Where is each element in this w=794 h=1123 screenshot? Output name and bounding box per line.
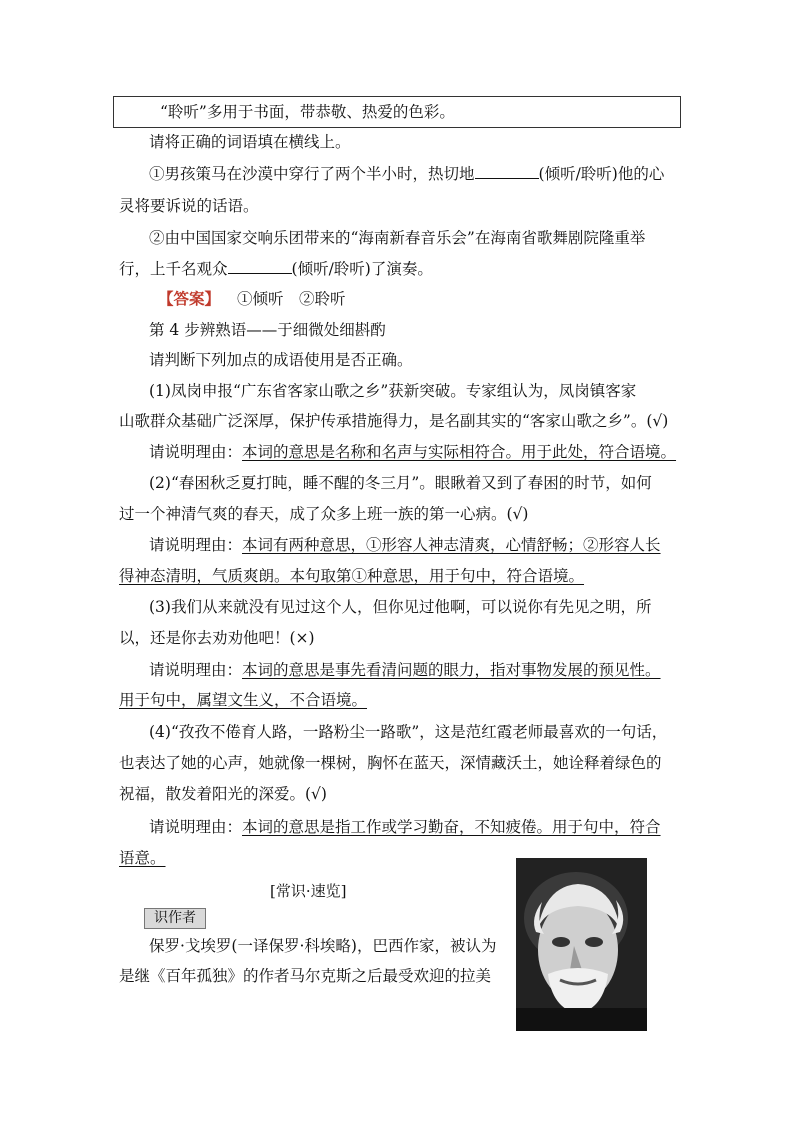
author-tag: 识作者 <box>144 908 206 929</box>
item-4-line-3: 祝福，散发着阳光的深爱。(√) <box>119 785 327 803</box>
reason-2-line-1: 请说明理由：本词有两种意思，①形容人神志清爽，心情舒畅；②形容人长 <box>149 536 661 554</box>
answer-blank <box>228 259 292 274</box>
author-line-2: 是继《百年孤独》的作者马尔克斯之后最受欢迎的拉美 <box>119 967 492 985</box>
note-box-text: “聆听”多用于书面，带恭敬、热爱的色彩。 <box>160 103 455 121</box>
answer-text: ①倾听 ②聆听 <box>236 290 346 308</box>
reason-3-line-2: 用于句中，属望文生义，不合语境。 <box>119 691 368 709</box>
note-box <box>113 96 681 128</box>
step-4-intro: 请判断下列加点的成语使用是否正确。 <box>149 351 413 369</box>
item-4-line-1: (4)“孜孜不倦育人路，一路粉尘一路歌”，这是范红霞老师最喜欢的一句话， <box>149 723 668 741</box>
reason-4-line-1: 请说明理由：本词的意思是指工作或学习勤奋，不知疲倦。用于句中，符合 <box>149 818 661 836</box>
answer-line <box>158 289 345 309</box>
answer-tag: 【答案】 <box>158 289 221 308</box>
reason-4-line-2: 语意。 <box>119 849 166 867</box>
reason-3-line-1: 请说明理由：本词的意思是事先看清问题的眼力，指对事物发展的预见性。 <box>149 661 661 679</box>
author-portrait-image <box>516 858 647 1031</box>
item-3-line-1: (3)我们从来就没有见过这个人，但你见过他啊，可以说你有先见之明，所 <box>149 598 652 616</box>
question-1-line-1: ①男孩策马在沙漠中穿行了两个半小时，热切地 (倾听/聆听)他的心 <box>149 165 665 183</box>
item-4-line-2: 也表达了她的心声，她就像一棵树，胸怀在蓝天，深情藏沃土，她诠释着绿色的 <box>119 754 662 772</box>
item-2-line-1: (2)“春困秋乏夏打盹，睡不醒的冬三月”。眼瞅着又到了春困的时节，如何 <box>149 474 652 492</box>
item-1-line-1: (1)凤岗申报“广东省客家山歌之乡”获新突破。专家组认为，凤岗镇客家 <box>149 382 637 400</box>
reason-2-line-2: 得神态清明，气质爽朗。本句取第①种意思，用于句中，符合语境。 <box>119 567 585 585</box>
section-title: [常识·速览] <box>270 882 347 900</box>
reason-1: 请说明理由：本词的意思是名称和名声与实际相符合。用于此处，符合语境。 <box>149 443 677 461</box>
question-2-line-2: 行，上千名观众 (倾听/聆听)了演奏。 <box>119 260 433 278</box>
item-2-line-2: 过一个神清气爽的春天，成了众多上班一族的第一心病。(√) <box>119 505 529 523</box>
question-1-line-2: 灵将要诉说的话语。 <box>119 197 259 215</box>
item-3-line-2: 以，还是你去劝劝他吧！(×) <box>119 629 315 647</box>
item-1-line-2: 山歌群众基础广泛深厚，保护传承措施得力，是名副其实的“客家山歌之乡”。(√) <box>119 412 669 430</box>
step-4-title: 第 4 步辨熟语——于细微处细斟酌 <box>149 321 386 339</box>
question-2-line-1: ②由中国国家交响乐团带来的“海南新春音乐会”在海南省歌舞剧院隆重举 <box>149 229 646 247</box>
question-intro: 请将正确的词语填在横线上。 <box>149 133 351 151</box>
answer-blank <box>475 164 539 179</box>
author-portrait <box>516 858 647 1031</box>
author-line-1: 保罗·戈埃罗(一译保罗·科埃略)，巴西作家，被认为 <box>149 937 497 955</box>
